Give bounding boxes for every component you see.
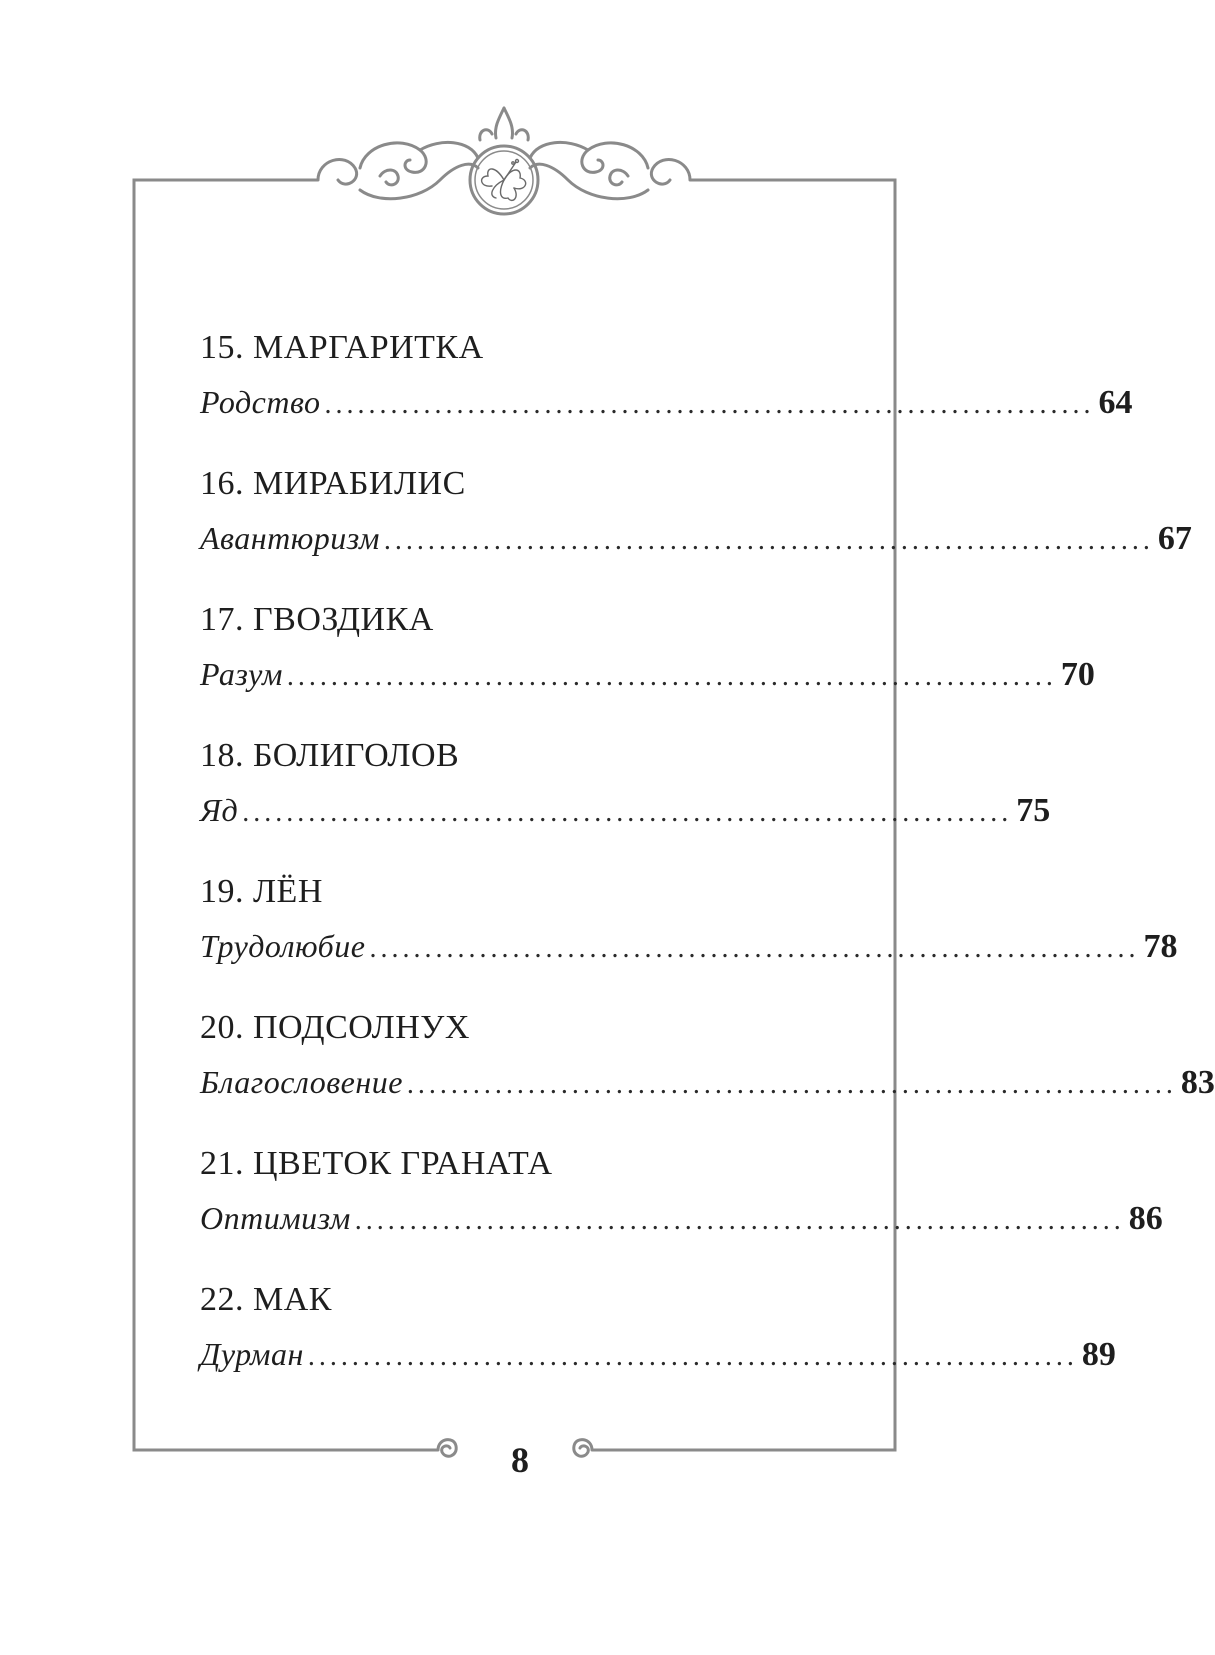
dot-leader: ...................................................................... [369,933,1140,964]
toc-entry-line [200,1060,1215,1104]
toc-entry-line [200,652,1095,696]
dot-leader: ...................................................................... [406,1069,1177,1100]
toc-entry-title: 15. МАРГАРИТКА [200,329,484,366]
toc-entry-page: 83 [1180,1064,1215,1101]
toc-entry-page: 75 [1016,792,1051,829]
dot-leader: ...................................................................... [354,1205,1125,1236]
dot-leader: ...................................................................... [286,661,1057,692]
toc-entry-page: 78 [1143,928,1178,965]
toc-entry-page: 70 [1060,656,1095,693]
toc-entry-line [200,788,1051,832]
toc-entry[interactable] [200,1144,1163,1280]
toc-entry-title: 17. ГВОЗДИКА [200,601,434,638]
toc-entry-subtitle: Яд [200,792,239,828]
toc-entry-line [200,1332,1116,1376]
toc-entry[interactable] [200,600,1095,736]
toc-entry-subtitle: Авантюризм [200,520,380,556]
toc-entry[interactable] [200,1008,1215,1144]
page-number: 8 [511,1440,529,1480]
toc-entry-line [200,516,1192,560]
toc-entry-page: 64 [1098,384,1133,421]
toc-entry-line [200,380,1133,424]
dot-leader: ...................................................................... [324,389,1095,420]
dot-leader: ...................................................................... [242,797,1013,828]
toc-entry-line [200,924,1178,968]
toc-entry[interactable] [200,328,1133,464]
toc-entry-title: 21. ЦВЕТОК ГРАНАТА [200,1145,553,1182]
toc-entry-subtitle: Родство [200,384,321,420]
toc-entry-subtitle: Оптимизм [200,1200,351,1236]
toc-entry[interactable] [200,736,1051,872]
toc-entry-subtitle: Разум [200,656,283,692]
dot-leader: ...................................................................... [307,1341,1078,1372]
toc-entry-title: 22. МАК [200,1281,332,1318]
toc-entry-title: 19. ЛЁН [200,873,323,910]
toc-entry-line [200,1196,1163,1240]
table-of-contents [200,328,1215,1416]
toc-entry[interactable] [200,1280,1116,1416]
toc-entry-page: 67 [1157,520,1192,557]
hibiscus-flower-icon [482,160,526,201]
toc-entry-title: 16. МИРАБИЛИС [200,465,466,502]
toc-entry-subtitle: Благословение [200,1064,403,1100]
toc-entry-page: 89 [1081,1336,1116,1373]
toc-entry-page: 86 [1128,1200,1163,1237]
toc-entry-subtitle: Дурман [200,1336,304,1372]
toc-entry-subtitle: Трудолюбие [200,928,366,964]
dot-leader: ...................................................................... [383,525,1154,556]
toc-entry-title: 20. ПОДСОЛНУХ [200,1009,470,1046]
toc-entry-title: 18. БОЛИГОЛОВ [200,737,460,774]
toc-entry[interactable] [200,464,1192,600]
toc-entry[interactable] [200,872,1178,1008]
